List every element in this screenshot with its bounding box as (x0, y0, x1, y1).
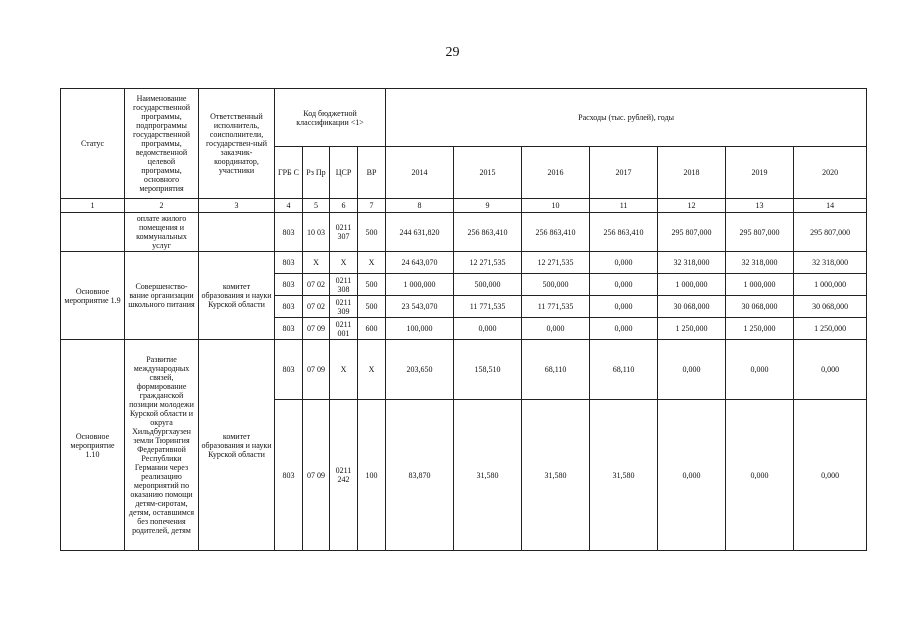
column-index: 14 (794, 199, 867, 213)
value-cell: 0,000 (590, 252, 658, 274)
header-year: 2019 (726, 147, 794, 199)
value-cell: 11 771,535 (454, 296, 522, 318)
value-cell: 32 318,000 (794, 252, 867, 274)
status-cell: Основное мероприятие 1.10 (61, 340, 125, 551)
column-index: 4 (275, 199, 303, 213)
vr-cell: 500 (358, 274, 386, 296)
csr-cell: 0211 308 (330, 274, 358, 296)
rzpr-cell: 07 09 (303, 318, 330, 340)
header-year: 2020 (794, 147, 867, 199)
rzpr-cell: 07 09 (303, 400, 330, 551)
status-cell (61, 213, 125, 252)
name-cell: оплате жилого помещения и коммунальных услуг (125, 213, 199, 252)
header-grbs: ГРБ С (275, 147, 303, 199)
value-cell: 0,000 (590, 318, 658, 340)
csr-cell: 0211 242 (330, 400, 358, 551)
header-expenses: Расходы (тыс. рублей), годы (386, 89, 867, 147)
column-index: 8 (386, 199, 454, 213)
name-cell: Совершенство-вание организации школьного питания (125, 252, 199, 340)
table-row (61, 252, 867, 274)
rzpr-cell: 07 02 (303, 296, 330, 318)
status-cell: Основное мероприятие 1.9 (61, 252, 125, 340)
value-cell: 244 631,820 (386, 213, 454, 252)
value-cell: 1 250,000 (658, 318, 726, 340)
rzpr-cell: X (303, 252, 330, 274)
value-cell: 0,000 (726, 400, 794, 551)
value-cell: 1 000,000 (794, 274, 867, 296)
grbs-cell: 803 (275, 340, 303, 400)
value-cell: 32 318,000 (658, 252, 726, 274)
column-index: 12 (658, 199, 726, 213)
value-cell: 295 807,000 (658, 213, 726, 252)
value-cell: 0,000 (522, 318, 590, 340)
responsible-cell: комитет образования и науки Курской области (199, 252, 275, 340)
column-index: 7 (358, 199, 386, 213)
value-cell: 68,110 (522, 340, 590, 400)
page-number: 29 (445, 45, 460, 60)
vr-cell: 500 (358, 213, 386, 252)
header-year: 2017 (590, 147, 658, 199)
value-cell: 12 271,535 (454, 252, 522, 274)
value-cell: 30 068,000 (658, 296, 726, 318)
value-cell: 500,000 (522, 274, 590, 296)
value-cell: 11 771,535 (522, 296, 590, 318)
vr-cell: X (358, 252, 386, 274)
header-name: Наименование государственной программы, подпрограммы государственной программы, ведомственной целевой программы, основного мероприятия (125, 89, 199, 199)
header-vr: ВР (358, 147, 386, 199)
grbs-cell: 803 (275, 274, 303, 296)
value-cell: 23 543,070 (386, 296, 454, 318)
header-year: 2015 (454, 147, 522, 199)
value-cell: 256 863,410 (454, 213, 522, 252)
header-year: 2016 (522, 147, 590, 199)
header-row-1 (61, 89, 867, 147)
column-index: 13 (726, 199, 794, 213)
value-cell: 100,000 (386, 318, 454, 340)
table-row (61, 213, 867, 252)
value-cell: 0,000 (658, 340, 726, 400)
value-cell: 0,000 (658, 400, 726, 551)
value-cell: 0,000 (590, 296, 658, 318)
column-index: 2 (125, 199, 199, 213)
budget-table (60, 88, 867, 551)
vr-cell: 500 (358, 296, 386, 318)
table-row (61, 340, 867, 400)
column-index: 3 (199, 199, 275, 213)
value-cell: 203,650 (386, 340, 454, 400)
value-cell: 0,000 (726, 340, 794, 400)
csr-cell: 0211 001 (330, 318, 358, 340)
column-index: 6 (330, 199, 358, 213)
value-cell: 158,510 (454, 340, 522, 400)
value-cell: 32 318,000 (726, 252, 794, 274)
grbs-cell: 803 (275, 318, 303, 340)
responsible-cell: комитет образования и науки Курской области (199, 340, 275, 551)
header-responsible: Ответственный исполнитель, соисполнители, государствен-ный заказчик-координатор, участники (199, 89, 275, 199)
name-cell: Развитие международных связей, формирование гражданской позиции молодежи Курской области и округа Хильдбургхаузен земли Тюрингия Федеративной Республики Германии через реализацию мероприятий по оказанию помощи детям-сиротам, детям, оставшимся без попечения родителей, детям (125, 340, 199, 551)
value-cell: 256 863,410 (522, 213, 590, 252)
value-cell: 295 807,000 (794, 213, 867, 252)
value-cell: 31,580 (590, 400, 658, 551)
value-cell: 68,110 (590, 340, 658, 400)
value-cell: 30 068,000 (794, 296, 867, 318)
value-cell: 295 807,000 (726, 213, 794, 252)
value-cell: 500,000 (454, 274, 522, 296)
value-cell: 1 250,000 (794, 318, 867, 340)
value-cell: 1 250,000 (726, 318, 794, 340)
header-rzpr: Рз Пр (303, 147, 330, 199)
grbs-cell: 803 (275, 252, 303, 274)
responsible-cell (199, 213, 275, 252)
rzpr-cell: 07 09 (303, 340, 330, 400)
header-year: 2018 (658, 147, 726, 199)
csr-cell: 0211 307 (330, 213, 358, 252)
header-csr: ЦСР (330, 147, 358, 199)
value-cell: 1 000,000 (726, 274, 794, 296)
column-index: 9 (454, 199, 522, 213)
csr-cell: X (330, 340, 358, 400)
header-year: 2014 (386, 147, 454, 199)
value-cell: 30 068,000 (726, 296, 794, 318)
column-index: 5 (303, 199, 330, 213)
csr-cell: X (330, 252, 358, 274)
header-budget-code: Код бюджетной классификации <1> (275, 89, 386, 147)
value-cell: 12 271,535 (522, 252, 590, 274)
column-index-row (61, 199, 867, 213)
value-cell: 31,580 (522, 400, 590, 551)
value-cell: 1 000,000 (386, 274, 454, 296)
column-index: 11 (590, 199, 658, 213)
vr-cell: 100 (358, 400, 386, 551)
vr-cell: X (358, 340, 386, 400)
column-index: 1 (61, 199, 125, 213)
csr-cell: 0211 309 (330, 296, 358, 318)
value-cell: 256 863,410 (590, 213, 658, 252)
grbs-cell: 803 (275, 296, 303, 318)
value-cell: 0,000 (794, 400, 867, 551)
vr-cell: 600 (358, 318, 386, 340)
value-cell: 83,870 (386, 400, 454, 551)
value-cell: 0,000 (590, 274, 658, 296)
value-cell: 0,000 (454, 318, 522, 340)
column-index: 10 (522, 199, 590, 213)
rzpr-cell: 10 03 (303, 213, 330, 252)
rzpr-cell: 07 02 (303, 274, 330, 296)
value-cell: 0,000 (794, 340, 867, 400)
value-cell: 24 643,070 (386, 252, 454, 274)
grbs-cell: 803 (275, 213, 303, 252)
grbs-cell: 803 (275, 400, 303, 551)
header-status: Статус (61, 89, 125, 199)
value-cell: 1 000,000 (658, 274, 726, 296)
value-cell: 31,580 (454, 400, 522, 551)
